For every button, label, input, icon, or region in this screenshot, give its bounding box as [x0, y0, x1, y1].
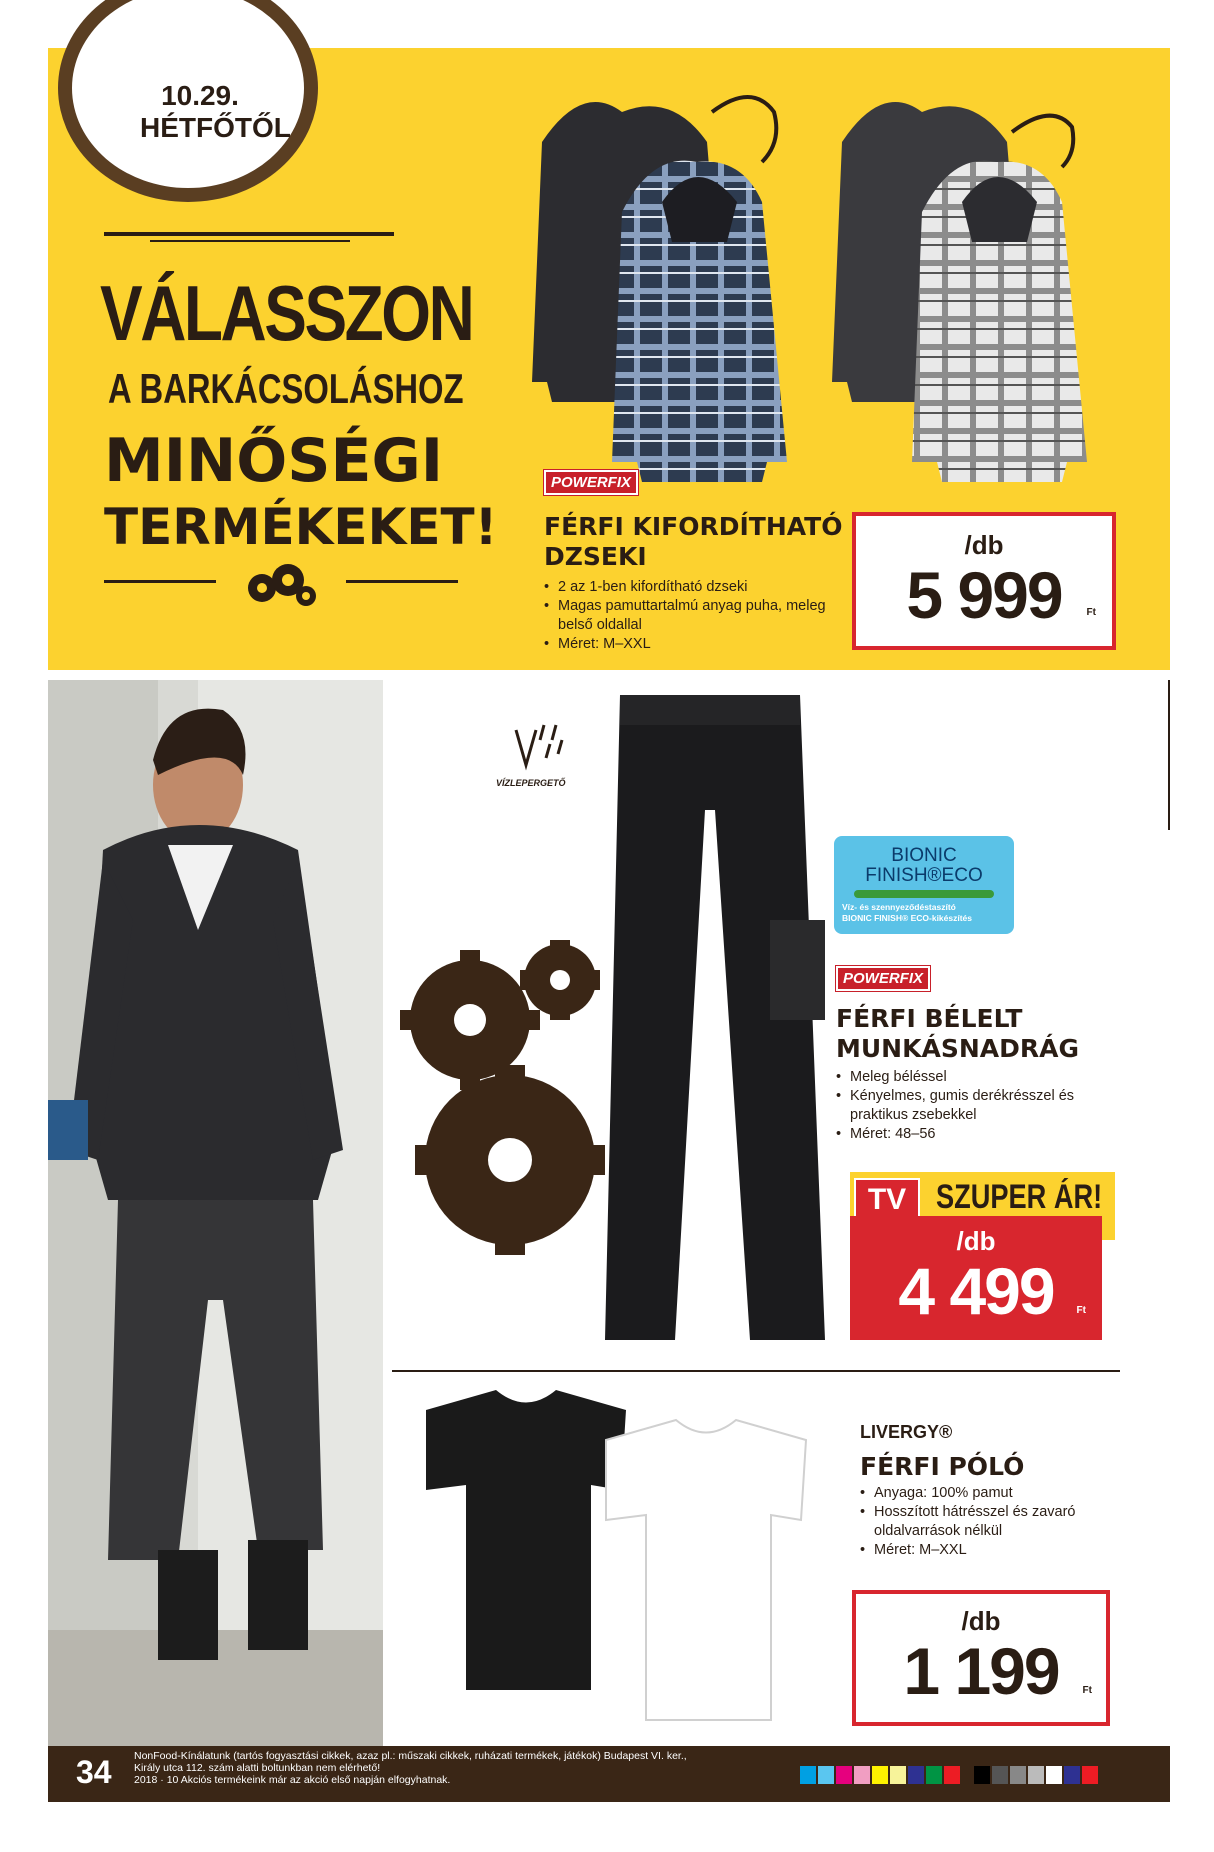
bullet: • Méret: M–XXL	[860, 1541, 1120, 1560]
color-swatch	[836, 1766, 852, 1784]
product-title-line1: FÉRFI BÉLELT	[836, 1004, 1023, 1033]
price-box	[852, 1590, 1110, 1726]
color-swatch	[926, 1766, 942, 1784]
headline-1: VÁLASSZON	[100, 269, 473, 357]
footer-line1: NonFood-Kínálatunk (tartós fogyasztási cikkek, azaz pl.: műszaki cikkek, ruházati termékek, játékok) Budapest VI. ker.,	[134, 1750, 687, 1762]
color-swatch	[944, 1766, 960, 1784]
bullet: • Magas pamuttartalmú anyag puha, meleg belső oldallal	[544, 597, 844, 635]
price-value: 5 999	[906, 558, 1062, 632]
product-title: FÉRFI PÓLÓ	[860, 1452, 1025, 1481]
currency: Ft	[1076, 1305, 1086, 1316]
color-swatch	[974, 1766, 990, 1784]
divider	[346, 580, 458, 583]
leaf-icon	[854, 890, 994, 898]
brand-logo: POWERFIX	[544, 470, 638, 495]
tshirts-image	[396, 1390, 836, 1730]
color-swatch	[992, 1766, 1008, 1784]
water-drops-icon	[506, 720, 576, 780]
gears-icon	[232, 558, 332, 610]
bullet: • Méret: M–XXL	[544, 635, 844, 654]
divider	[104, 232, 394, 236]
water-label: VÍZLEPERGETŐ	[496, 778, 566, 788]
color-swatch	[1010, 1766, 1026, 1784]
color-swatch	[1046, 1766, 1062, 1784]
price-unit: /db	[961, 1606, 1001, 1636]
product-bullets	[860, 1484, 1120, 1560]
bullet: • Kényelmes, gumis derékrésszel és praktikus zsebekkel	[836, 1087, 1096, 1125]
bionic-finish-badge	[834, 836, 1014, 934]
model-photo	[48, 680, 383, 1746]
product-title	[836, 1004, 1079, 1064]
bullet: • Meleg béléssel	[836, 1068, 1096, 1087]
color-swatch	[1028, 1766, 1044, 1784]
super-price-label: SZUPER ÁR!	[936, 1178, 1103, 1216]
currency: Ft	[1082, 1685, 1092, 1696]
color-swatch	[1064, 1766, 1080, 1784]
product-bullets	[836, 1068, 1096, 1144]
product-title-line2: DZSEKI	[544, 542, 647, 571]
color-swatch	[908, 1766, 924, 1784]
currency: Ft	[1086, 607, 1096, 618]
price-value: 4 499	[898, 1254, 1054, 1328]
brand-logo: LIVERGY®	[860, 1422, 953, 1442]
headline-2: A BARKÁCSOLÁSHOZ	[108, 365, 464, 412]
page-number: 34	[76, 1754, 112, 1790]
price-value: 1 199	[903, 1634, 1059, 1708]
price-unit: /db	[964, 530, 1004, 560]
color-swatch	[818, 1766, 834, 1784]
color-swatch	[872, 1766, 888, 1784]
date-line1: 10.29.	[161, 80, 239, 111]
tv-badge: TV	[854, 1178, 920, 1222]
divider	[150, 240, 350, 242]
footer-line3: 2018 · 10 Akciós termékeink már az akció első napján elfogyhatnak.	[134, 1774, 451, 1786]
trousers-image	[600, 690, 830, 1350]
color-swatch	[854, 1766, 870, 1784]
product-title-line1: FÉRFI KIFORDÍTHATÓ	[544, 512, 843, 541]
headline-3: MINŐSÉGI	[104, 426, 444, 496]
date-line2: HÉTFŐTŐL	[140, 112, 291, 143]
product-title-line2: MUNKÁSNADRÁG	[836, 1034, 1079, 1063]
product-bullets	[544, 578, 844, 654]
price-box	[850, 1216, 1102, 1340]
hoodie-images	[512, 82, 1112, 502]
color-swatch	[800, 1766, 816, 1784]
headline-4: TERMÉKEKET!	[104, 498, 498, 556]
footer-text	[134, 1750, 814, 1786]
section-divider	[392, 1370, 1120, 1372]
badge-logo: BIONIC FINISH®ECO	[865, 845, 983, 886]
bullet: • 2 az 1-ben kifordítható dzseki	[544, 578, 844, 597]
footer-line2: Király utca 112. szám alatti boltunkban nem elérhető!	[134, 1762, 381, 1774]
bullet: • Hosszított hátrésszel és zavaró oldalvarrások nélkül	[860, 1503, 1120, 1541]
brand-logo: POWERFIX	[836, 966, 930, 991]
badge-sub-2: BIONIC FINISH® ECO-kikészítés	[842, 913, 973, 923]
badge-sub-1: Víz- és szennyeződéstaszító	[842, 902, 956, 912]
price-box	[852, 512, 1116, 650]
product-title	[544, 512, 843, 572]
bullet: • Méret: 48–56	[836, 1125, 1096, 1144]
date-text	[140, 80, 291, 144]
divider	[104, 580, 216, 583]
price-unit: /db	[956, 1226, 996, 1256]
color-swatch	[890, 1766, 906, 1784]
bullet: • Anyaga: 100% pamut	[860, 1484, 1120, 1503]
divider	[1168, 680, 1170, 830]
color-swatch	[1082, 1766, 1098, 1784]
